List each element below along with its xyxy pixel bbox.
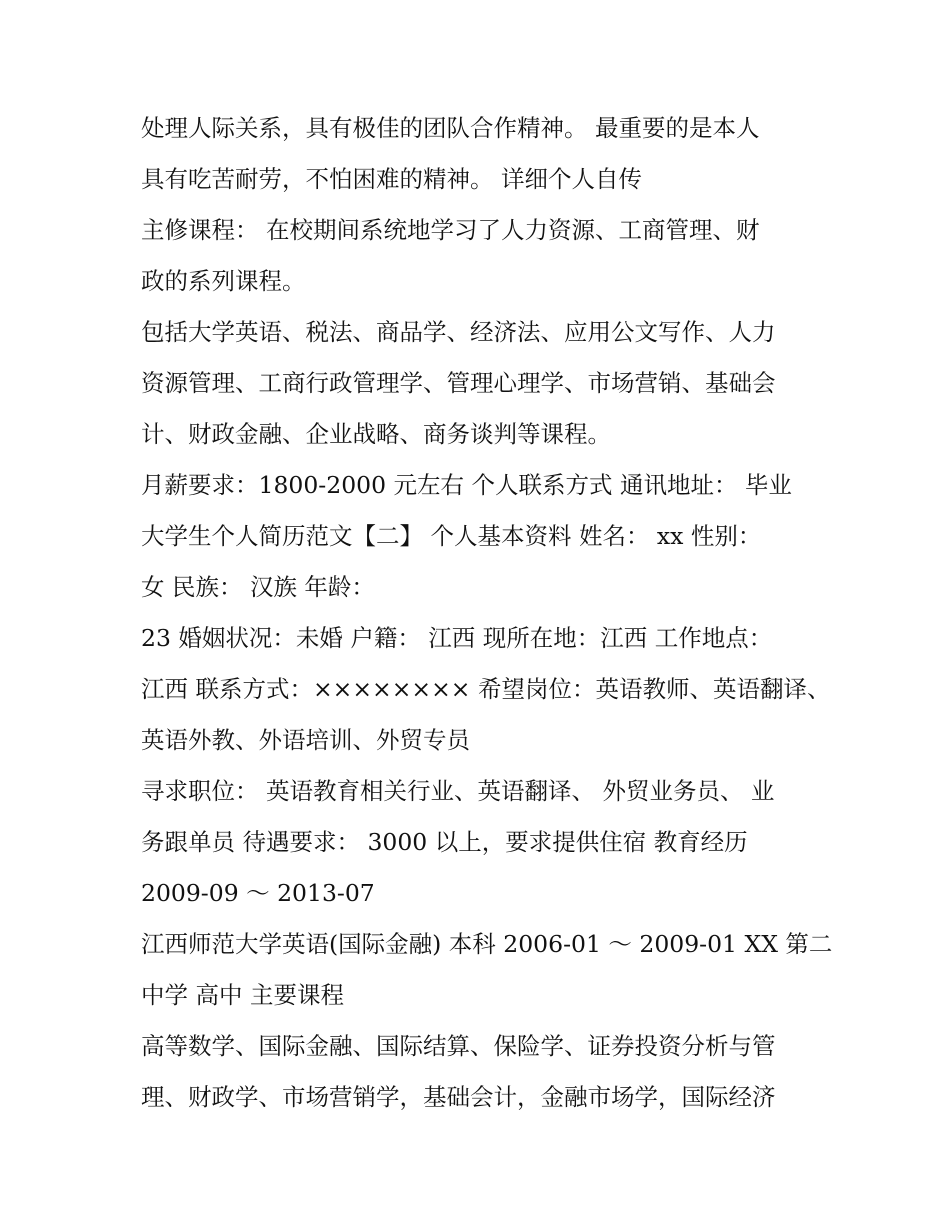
text-line: 中学 高中 主要课程 xyxy=(141,981,344,1009)
text-line: 英语外教、外语培训、外贸专员 xyxy=(141,726,470,754)
text-line: 女 民族： 汉族 年龄： xyxy=(141,573,375,601)
text-line: 月薪要求：1800-2000 元左右 个人联系方式 通讯地址： 毕业 xyxy=(141,471,792,499)
document-body xyxy=(141,103,833,1123)
text-line: 江西 联系方式：×××××××× 希望岗位：英语教师、英语翻译、 xyxy=(141,675,831,703)
text-line: 处理人际关系，具有极佳的团队合作精神。 最重要的是本人 xyxy=(141,114,760,142)
text-line: 包括大学英语、税法、商品学、经济法、应用公文写作、人力 xyxy=(141,318,776,346)
text-line: 具有吃苦耐劳，不怕困难的精神。 详细个人自传 xyxy=(141,165,642,193)
text-line: 大学生个人简历范文【二】 个人基本资料 姓名： xx 性别： xyxy=(141,522,762,550)
text-line: 计、财政金融、企业战略、商务谈判等课程。 xyxy=(141,420,611,448)
text-line: 资源管理、工商行政管理学、管理心理学、市场营销、基础会 xyxy=(141,369,776,397)
text-line: 23 婚姻状况：未婚 户籍： 江西 现所在地：江西 工作地点： xyxy=(141,624,773,652)
text-line: 高等数学、国际金融、国际结算、保险学、证券投资分析与管 xyxy=(141,1032,776,1060)
text-line: 2009-09 ～ 2013-07 xyxy=(141,879,375,907)
text-line: 江西师范大学英语(国际金融) 本科 2006-01 ～ 2009-01 XX 第二 xyxy=(141,930,833,958)
text-line: 理、财政学、市场营销学，基础会计，金融市场学，国际经济 xyxy=(141,1083,776,1111)
text-line: 主修课程： 在校期间系统地学习了人力资源、工商管理、财 xyxy=(141,216,760,244)
text-line: 政的系列课程。 xyxy=(141,267,306,295)
text-line: 寻求职位： 英语教育相关行业、英语翻译、 外贸业务员、 业 xyxy=(141,777,775,805)
text-line: 务跟单员 待遇要求： 3000 以上，要求提供住宿 教育经历 xyxy=(141,828,748,856)
